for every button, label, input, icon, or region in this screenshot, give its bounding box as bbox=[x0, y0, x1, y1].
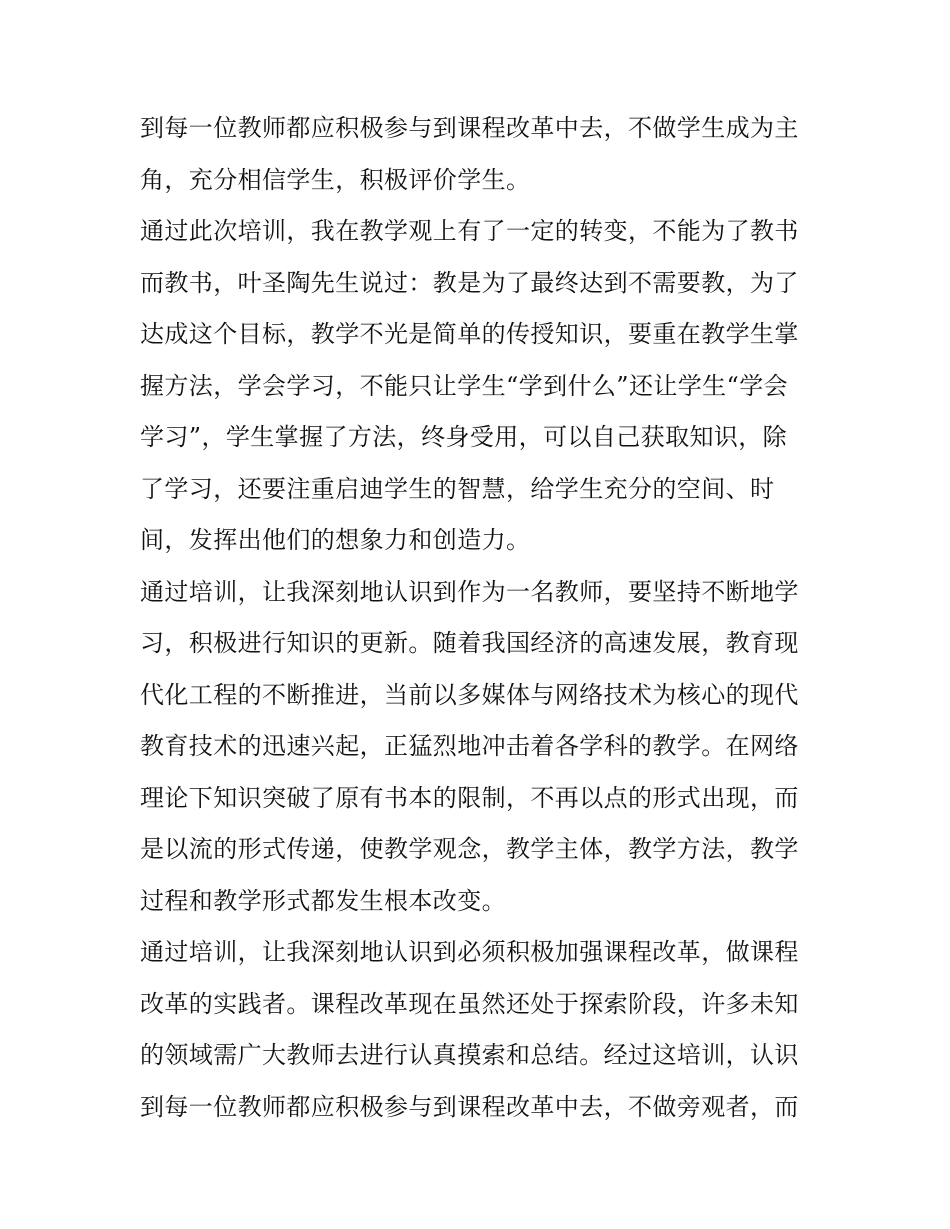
text-line: 间，发挥出他们的想象力和创造力。 bbox=[140, 526, 531, 554]
text-line: 达成这个目标，教学不光是简单的传授知识，要重在教学生掌 bbox=[140, 320, 799, 348]
text-line: 过程和教学形式都发生根本改变。 bbox=[140, 886, 506, 915]
text-line: 的领域需广大教师去进行认真摸索和总结。经过这培训，认识 bbox=[140, 1041, 799, 1069]
text-line: 握方法，学会学习，不能只让学生“学到什么”还让学生“学会 bbox=[140, 371, 789, 400]
text-line: 习，积极进行知识的更新。随着我国经济的高速发展，教育现 bbox=[140, 629, 799, 657]
text-line: 是以流的形式传递，使教学观念，教学主体，教学方法，教学 bbox=[140, 835, 799, 863]
text-line: 通过培训，让我深刻地认识到必须积极加强课程改革，做课程 bbox=[140, 938, 799, 966]
text-line: 到每一位教师都应积极参与到课程改革中去，不做学生成为主 bbox=[140, 114, 799, 142]
text-line: 通过此次培训，我在教学观上有了一定的转变，不能为了教书 bbox=[140, 217, 799, 245]
text-line: 学习”，学生掌握了方法，终身受用，可以自己获取知识，除 bbox=[140, 423, 788, 451]
body-text bbox=[140, 103, 820, 1133]
text-line: 而教书，叶圣陶先生说过：教是为了最终达到不需要教，为了 bbox=[140, 268, 799, 297]
text-line: 了学习，还要注重启迪学生的智慧，给学生充分的空间、时 bbox=[140, 474, 775, 503]
text-line: 改革的实践者。课程改革现在虽然还处于探索阶段，许多未知 bbox=[140, 989, 799, 1018]
text-line: 到每一位教师都应积极参与到课程改革中去，不做旁观者，而 bbox=[140, 1092, 799, 1121]
text-line: 通过培训，让我深刻地认识到作为一名教师，要坚持不断地学 bbox=[140, 577, 799, 606]
text-line: 角，充分相信学生，积极评价学生。 bbox=[140, 165, 531, 194]
text-line: 教育技术的迅速兴起，正猛烈地冲击着各学科的教学。在网络 bbox=[140, 732, 799, 760]
text-line: 代化工程的不断推进，当前以多媒体与网络技术为核心的现代 bbox=[140, 680, 799, 709]
text-line: 理论下知识突破了原有书本的限制，不再以点的形式出现，而 bbox=[140, 783, 799, 812]
